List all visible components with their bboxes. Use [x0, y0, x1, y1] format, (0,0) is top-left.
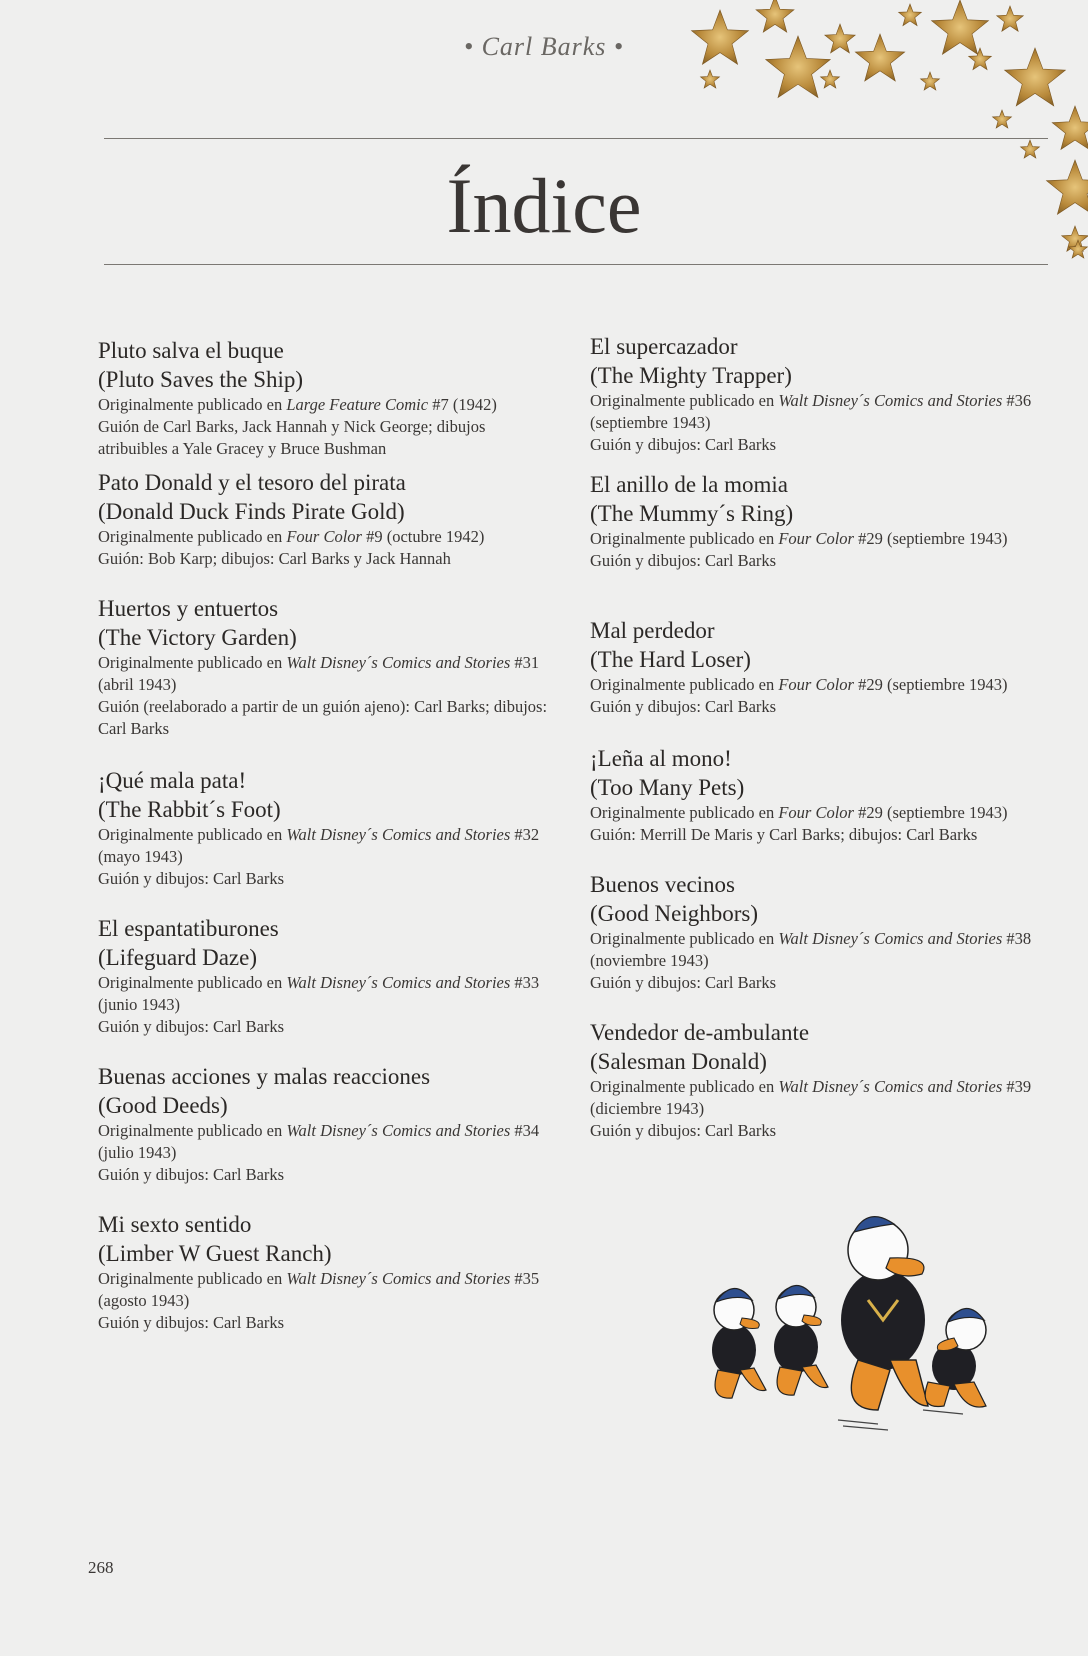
publication-prefix: Originalmente publicado en	[98, 395, 287, 414]
entry-title-spanish: Buenas acciones y malas reacciones	[98, 1064, 431, 1089]
index-entry	[98, 766, 558, 890]
entry-publication	[98, 1268, 558, 1312]
star-icon	[821, 70, 840, 88]
entry-title-original: (Lifeguard Daze)	[98, 945, 257, 970]
entry-credits: Guión y dibujos: Carl Barks	[590, 435, 777, 454]
star-icon	[921, 72, 940, 90]
entry-credits: Guión y dibujos: Carl Barks	[98, 869, 285, 888]
entry-title-original: (The Mummy´s Ring)	[590, 501, 794, 526]
publication-prefix: Originalmente publicado en	[98, 973, 287, 992]
publication-title: Walt Disney´s Comics and Stories	[286, 653, 511, 672]
entry-credits: Guión y dibujos: Carl Barks	[98, 1313, 285, 1332]
publication-title: Walt Disney´s Comics and Stories	[286, 1269, 511, 1288]
publication-issue: #35 (agosto 1943)	[98, 1269, 540, 1310]
publication-issue: #36 (septiembre 1943)	[590, 391, 1032, 432]
publication-prefix: Originalmente publicado en	[590, 1077, 779, 1096]
entry-title-original: (Donald Duck Finds Pirate Gold)	[98, 499, 405, 524]
publication-issue: #39 (diciembre 1943)	[590, 1077, 1032, 1118]
entry-publication	[590, 928, 1060, 972]
page-title: Índice	[446, 162, 642, 249]
index-entry	[98, 594, 558, 740]
entry-credits: Guión y dibujos: Carl Barks	[590, 551, 777, 570]
index-entry	[590, 744, 1060, 846]
publication-issue: #32 (mayo 1943)	[98, 825, 540, 866]
publication-prefix: Originalmente publicado en	[590, 803, 779, 822]
publication-title: Walt Disney´s Comics and Stories	[778, 929, 1003, 948]
entry-publication	[98, 1120, 558, 1164]
publication-prefix: Originalmente publicado en	[590, 929, 779, 948]
publication-issue: #33 (junio 1943)	[98, 973, 540, 1014]
entry-publication	[590, 674, 1060, 696]
star-icon	[993, 110, 1012, 128]
entry-title-original: (Pluto Saves the Ship)	[98, 367, 304, 392]
entry-title-spanish: Pato Donald y el tesoro del pirata	[98, 470, 406, 495]
entry-publication	[590, 802, 1060, 824]
publication-title: Four Color	[778, 529, 854, 548]
star-icon	[969, 48, 992, 70]
publication-title: Walt Disney´s Comics and Stories	[778, 1077, 1003, 1096]
publication-title: Large Feature Comic	[286, 395, 429, 414]
entry-title-spanish: El espantatiburones	[98, 916, 279, 941]
index-entry	[590, 616, 1060, 718]
publication-issue: #34 (julio 1943)	[98, 1121, 540, 1162]
star-icon	[1052, 106, 1088, 149]
publication-prefix: Originalmente publicado en	[590, 529, 779, 548]
star-icon	[766, 36, 831, 98]
publication-issue: #38 (noviembre 1943)	[590, 929, 1032, 970]
entry-title-spanish: Mal perdedor	[590, 618, 715, 643]
entry-credits: Guión: Bob Karp; dibujos: Carl Barks y Jack Hannah	[98, 549, 451, 568]
publication-title: Walt Disney´s Comics and Stories	[286, 825, 511, 844]
publication-title: Four Color	[778, 675, 854, 694]
publication-prefix: Originalmente publicado en	[98, 1121, 287, 1140]
publication-issue: #29 (septiembre 1943)	[853, 529, 1008, 548]
publication-title: Walt Disney´s Comics and Stories	[778, 391, 1003, 410]
entry-title-spanish: Buenos vecinos	[590, 872, 736, 897]
entry-credits: Guión (reelaborado a partir de un guión ajeno): Carl Barks; dibujos: Carl Barks	[98, 697, 548, 738]
entry-publication	[98, 394, 558, 416]
star-icon	[825, 24, 855, 53]
star-icon	[692, 10, 749, 64]
publication-title: Four Color	[778, 803, 854, 822]
entry-publication	[590, 528, 1060, 550]
index-entry	[590, 1018, 1060, 1142]
entry-publication	[98, 972, 558, 1016]
publication-issue: #29 (septiembre 1943)	[853, 675, 1008, 694]
entry-credits: Guión y dibujos: Carl Barks	[590, 697, 777, 716]
star-icon	[932, 0, 989, 54]
header-rule-top	[104, 138, 1048, 139]
entry-title-original: (Good Deeds)	[98, 1093, 228, 1118]
entry-title-spanish: Mi sexto sentido	[98, 1212, 252, 1237]
publication-prefix: Originalmente publicado en	[98, 527, 287, 546]
entry-title-original: (Too Many Pets)	[590, 775, 745, 800]
index-entry	[590, 870, 1060, 994]
publication-title: Walt Disney´s Comics and Stories	[286, 973, 511, 992]
star-icon	[899, 4, 922, 26]
entry-title-spanish: El supercazador	[590, 334, 738, 359]
publication-title: Walt Disney´s Comics and Stories	[286, 1121, 511, 1140]
index-entry	[590, 332, 1060, 456]
entry-title-spanish: Huertos y entuertos	[98, 596, 279, 621]
publication-prefix: Originalmente publicado en	[98, 653, 287, 672]
star-icon	[756, 0, 794, 32]
publication-issue: #29 (septiembre 1943)	[853, 803, 1008, 822]
star-icon	[997, 6, 1024, 31]
entry-publication	[98, 652, 558, 696]
entry-title-spanish: ¡Leña al mono!	[590, 746, 732, 771]
entry-title-spanish: Pluto salva el buque	[98, 338, 284, 363]
entry-credits: Guión de Carl Barks, Jack Hannah y Nick George; dibujos atribuibles a Yale Gracey y Bruce Bushman	[98, 417, 486, 458]
entry-publication	[98, 824, 558, 868]
entry-title-original: (Good Neighbors)	[590, 901, 758, 926]
donald-duck-and-nephews-illustration	[688, 1210, 1028, 1440]
entry-credits: Guión y dibujos: Carl Barks	[98, 1165, 285, 1184]
publication-prefix: Originalmente publicado en	[98, 1269, 287, 1288]
publication-title: Four Color	[286, 527, 362, 546]
entry-title-original: (The Victory Garden)	[98, 625, 297, 650]
publication-issue: #7 (1942)	[428, 395, 497, 414]
publication-issue: #31 (abril 1943)	[98, 653, 540, 694]
star-icon	[701, 70, 720, 88]
entry-title-spanish: El anillo de la momia	[590, 472, 789, 497]
entry-credits: Guión: Merrill De Maris y Carl Barks; dibujos: Carl Barks	[590, 825, 978, 844]
running-head: • Carl Barks •	[463, 32, 625, 61]
publication-prefix: Originalmente publicado en	[590, 675, 779, 694]
index-entry	[98, 468, 558, 570]
index-entry	[98, 336, 558, 460]
star-icon	[1005, 48, 1066, 106]
publication-prefix: Originalmente publicado en	[590, 391, 779, 410]
entry-title-original: (The Hard Loser)	[590, 647, 751, 672]
publication-prefix: Originalmente publicado en	[98, 825, 287, 844]
entry-credits: Guión y dibujos: Carl Barks	[98, 1017, 285, 1036]
entry-title-spanish: Vendedor de-ambulante	[590, 1020, 810, 1045]
entry-credits: Guión y dibujos: Carl Barks	[590, 973, 777, 992]
entry-publication	[590, 1076, 1060, 1120]
index-entry	[98, 1062, 558, 1186]
entry-title-original: (Limber W Guest Ranch)	[98, 1241, 332, 1266]
index-entry	[98, 1210, 558, 1334]
entry-credits: Guión y dibujos: Carl Barks	[590, 1121, 777, 1140]
index-entry	[590, 470, 1060, 572]
entry-title-original: (The Mighty Trapper)	[590, 363, 792, 388]
entry-title-original: (The Rabbit´s Foot)	[98, 797, 281, 822]
entry-title-original: (Salesman Donald)	[590, 1049, 767, 1074]
entry-publication	[590, 390, 1060, 434]
entry-title-spanish: ¡Qué mala pata!	[98, 768, 247, 793]
entry-publication	[98, 526, 558, 548]
page-number: 268	[88, 1558, 114, 1577]
header-rule-bottom	[104, 264, 1048, 265]
star-icon	[855, 34, 904, 81]
publication-issue: #9 (octubre 1942)	[361, 527, 485, 546]
index-entry	[98, 914, 558, 1038]
